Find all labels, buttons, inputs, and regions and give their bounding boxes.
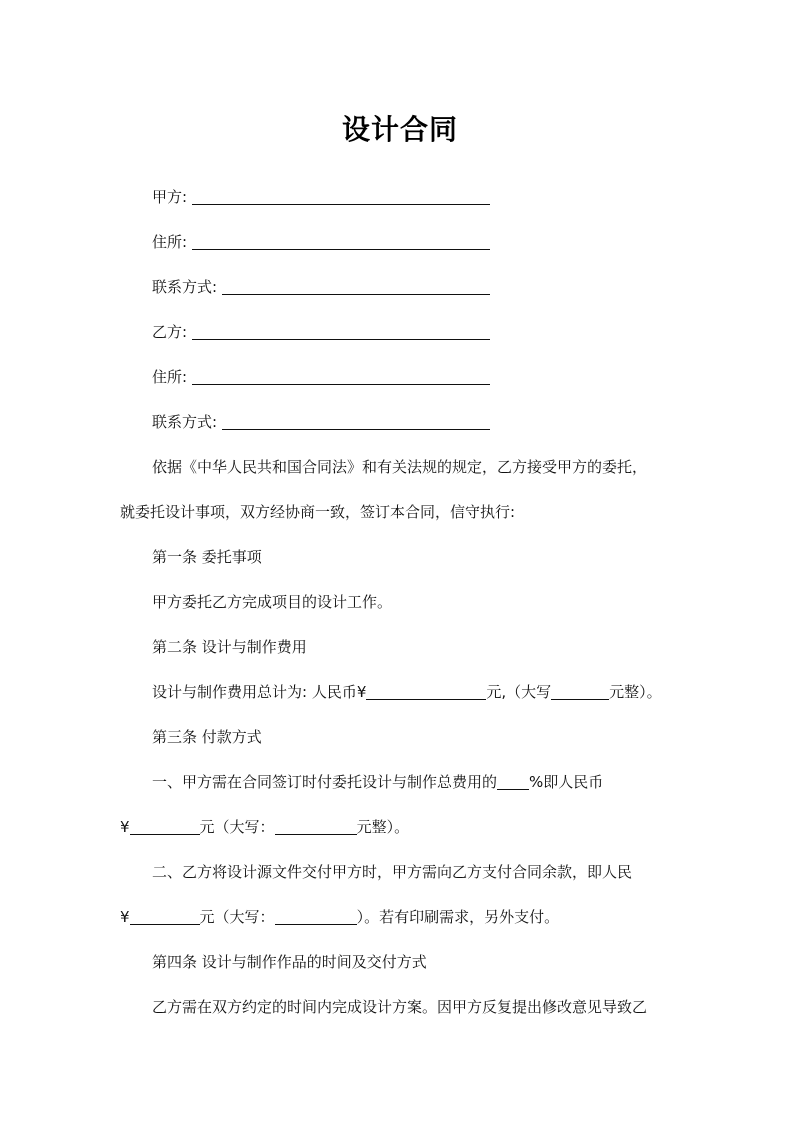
party-a-blank[interactable] xyxy=(192,188,490,205)
article-3-p1-line2-suffix: 元整）。 xyxy=(356,818,410,836)
article-2-body-suffix: 元整）。 xyxy=(609,683,662,701)
article-1-heading: 第一条 委托事项 xyxy=(152,548,262,566)
article-3-p2-line-1: 二、乙方将设计源文件交付甲方时，甲方需向乙方支付合同余款，即人民 xyxy=(152,863,633,881)
article-2-body-prefix: 设计与制作费用总计为: 人民币¥ xyxy=(152,683,367,701)
article-2-body xyxy=(152,681,662,703)
party-b-label: 乙方: xyxy=(152,323,188,341)
deposit-uppercase-blank[interactable] xyxy=(275,818,357,835)
party-b-row xyxy=(152,321,490,343)
party-b-address-blank[interactable] xyxy=(192,368,490,385)
party-b-contact-row xyxy=(152,411,490,433)
balance-uppercase-blank[interactable] xyxy=(275,908,357,925)
intro-line-1: 依据《中华人民共和国合同法》和有关法规的规定，乙方接受甲方的委托， xyxy=(152,458,648,476)
article-2-heading: 第二条 设计与制作费用 xyxy=(152,638,307,656)
deposit-percent-blank[interactable] xyxy=(497,773,529,790)
party-a-label: 甲方: xyxy=(152,188,188,206)
article-1-body: 甲方委托乙方完成项目的设计工作。 xyxy=(152,593,393,611)
party-a-contact-blank[interactable] xyxy=(222,278,490,295)
yen-sign: ¥ xyxy=(120,818,130,836)
article-3-p2-line-2 xyxy=(120,906,559,928)
party-b-contact-label: 联系方式: xyxy=(152,413,218,431)
party-a-address-row xyxy=(152,231,490,253)
article-2-body-mid: 元,（大写 xyxy=(486,683,552,701)
article-4-heading: 第四条 设计与制作作品的时间及交付方式 xyxy=(152,953,427,971)
party-b-address-row xyxy=(152,366,490,388)
article-3-p1-suffix: %即人民币 xyxy=(529,773,604,791)
deposit-amount-blank[interactable] xyxy=(130,818,200,835)
intro-line-2: 就委托设计事项，双方经协商一致，签订本合同，信守执行: xyxy=(120,503,516,521)
party-a-address-label: 住所: xyxy=(152,233,188,251)
document-title: 设计合同 xyxy=(341,113,458,146)
article-3-p1-line2-mid: 元（大写： xyxy=(199,818,275,836)
party-b-blank[interactable] xyxy=(192,323,490,340)
party-b-address-label: 住所: xyxy=(152,368,188,386)
party-a-contact-label: 联系方式: xyxy=(152,278,218,296)
party-b-contact-blank[interactable] xyxy=(222,413,490,430)
article-3-heading: 第三条 付款方式 xyxy=(152,728,262,746)
party-a-row xyxy=(152,186,490,208)
party-a-contact-row xyxy=(152,276,490,298)
article-3-p2-line2-mid: 元（大写： xyxy=(199,908,275,926)
article-3-p2-line2-suffix: ）。若有印刷需求，另外支付。 xyxy=(356,908,560,926)
yen-sign: ¥ xyxy=(120,908,130,926)
balance-amount-blank[interactable] xyxy=(130,908,200,925)
article-3-p1-prefix: 一、甲方需在合同签订时付委托设计与制作总费用的 xyxy=(152,773,498,791)
fee-uppercase-blank[interactable] xyxy=(551,683,609,700)
party-a-address-blank[interactable] xyxy=(192,233,490,250)
article-3-p1-line-1 xyxy=(152,771,603,793)
article-3-p1-line-2 xyxy=(120,816,409,838)
fee-amount-blank[interactable] xyxy=(366,683,486,700)
article-4-body-line-1: 乙方需在双方约定的时间内完成设计方案。因甲方反复提出修改意见导致乙 xyxy=(152,998,648,1016)
